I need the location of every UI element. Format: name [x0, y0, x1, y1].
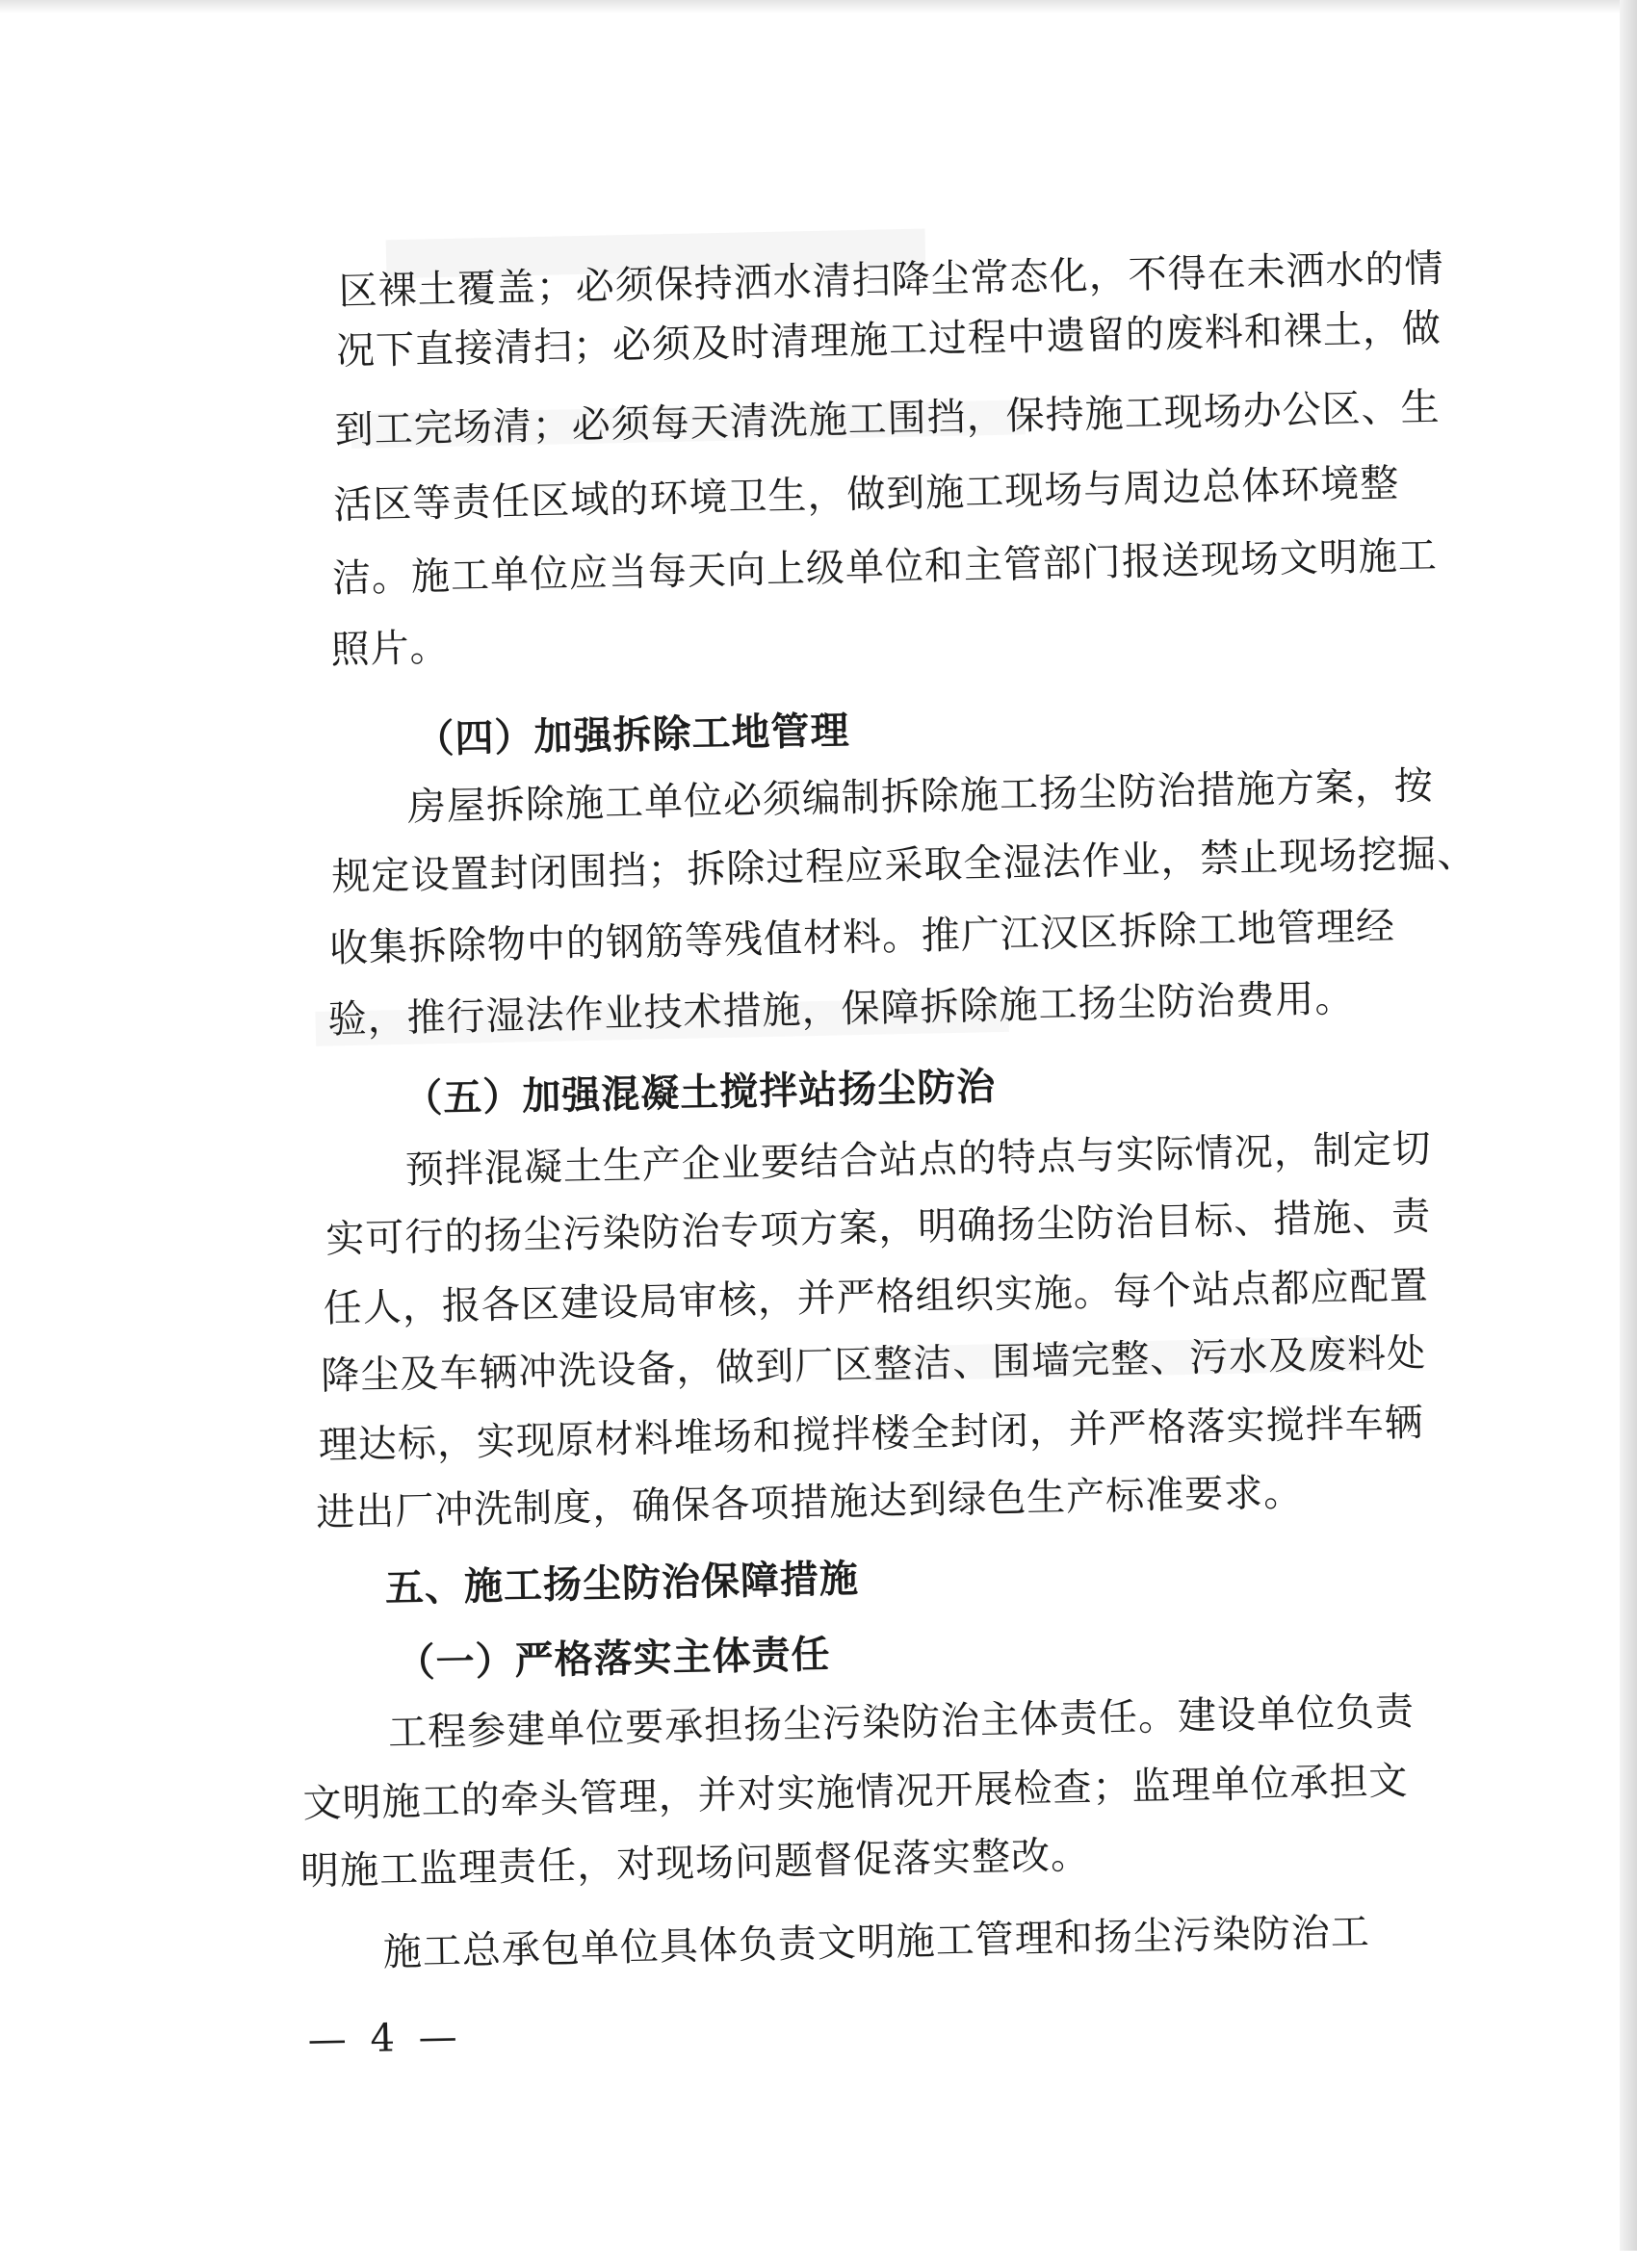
- body-line: 工程参建单位要承担扬尘污染防治主体责任。建设单位负责: [387, 1689, 1416, 1756]
- chapter-heading-5: 五、施工扬尘防治保障措施: [384, 1556, 860, 1611]
- body-line: 验，推行湿法作业技术措施，保障拆除施工扬尘防治费用。: [327, 976, 1355, 1043]
- section-heading-1: （一）严格落实主体责任: [396, 1631, 831, 1687]
- section-heading-5: （五）加强混凝土搅拌站扬尘防治: [403, 1064, 997, 1122]
- body-line: 区裸土覆盖；必须保持洒水清扫降尘常态化，不得在未洒水的情: [338, 246, 1444, 315]
- body-line: 施工总承包单位具体负责文明施工管理和扬尘污染防治工: [382, 1910, 1371, 1975]
- body-line: 洁。施工单位应当每天向上级单位和主管部门报送现场文明施工: [331, 533, 1439, 602]
- body-line: 况下直接清扫；必须及时清理施工过程中遗留的废料和裸土，做: [335, 306, 1442, 374]
- body-line: 任人，报各区建设局审核，并严格组织实施。每个站点都应配置: [323, 1263, 1430, 1331]
- body-line: 收集拆除物中的钢筋等残值材料。推广江汉区拆除工地管理经: [328, 904, 1396, 971]
- body-line: 预拌混凝土生产企业要结合站点的特点与实际情况，制定切: [404, 1126, 1433, 1193]
- body-line: 到工完场清；必须每天清洗施工围挡，保持施工现场办公区、生: [334, 385, 1442, 453]
- body-line: 进出厂冲洗制度，确保各项措施达到绿色生产标准要求。: [315, 1470, 1304, 1536]
- body-line: 降尘及车辆冲洗设备，做到厂区整洁、围墙完整、污水及废料处: [320, 1330, 1427, 1399]
- body-line: 活区等责任区域的环境卫生，做到施工现场与周边总体环境整: [332, 461, 1400, 528]
- body-line: 文明施工的牵头管理，并对实施情况开展检查；监理单位承担文: [302, 1759, 1409, 1827]
- page-number: — 4 —: [307, 2014, 464, 2063]
- body-line: 房屋拆除施工单位必须编制拆除施工扬尘防治措施方案，按: [406, 763, 1435, 830]
- body-line: 照片。: [330, 625, 451, 673]
- body-line: 规定设置封闭围挡；拆除过程应采取全湿法作业，禁止现场挖掘、: [331, 831, 1477, 900]
- section-heading-4: （四）加强拆除工地管理: [415, 708, 850, 762]
- body-line: 理达标，实现原材料堆场和搅拌楼全封闭，并严格落实搅拌车辆: [318, 1400, 1425, 1468]
- body-line: 实可行的扬尘污染防治专项方案，明确扬尘防治目标、措施、责: [325, 1194, 1432, 1262]
- body-line: 明施工监理责任，对现场问题督促落实整改。: [299, 1833, 1091, 1894]
